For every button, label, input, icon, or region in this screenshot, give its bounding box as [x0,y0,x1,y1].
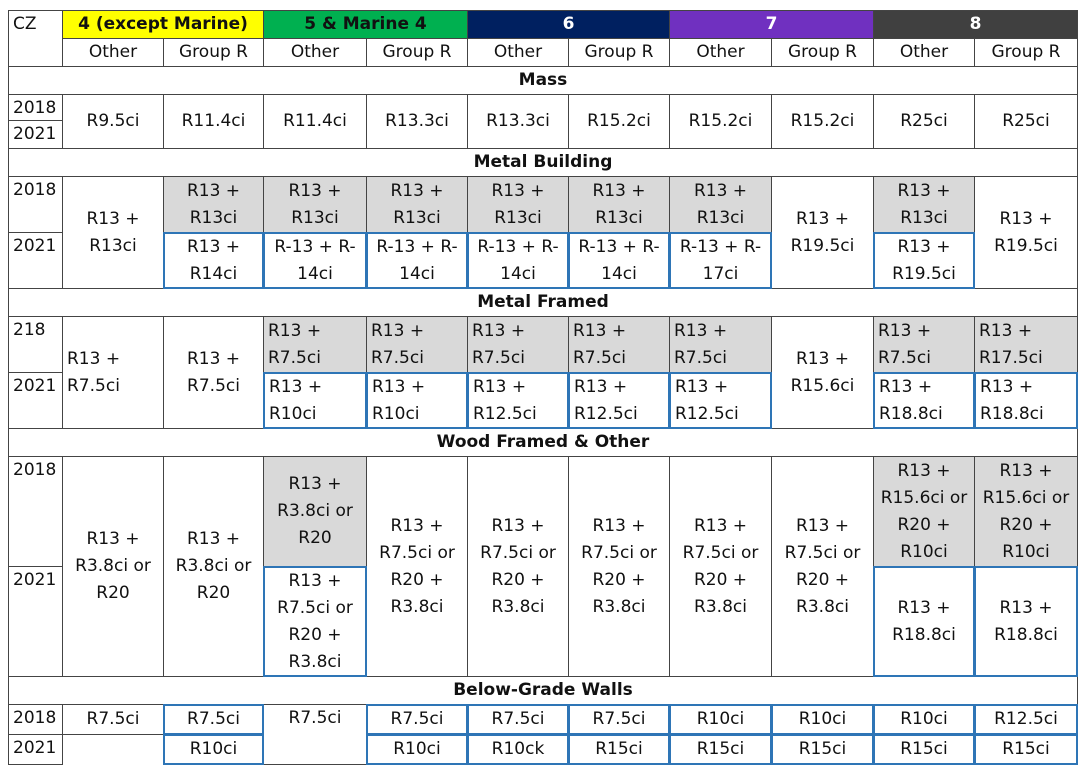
value-cell-text: R13 + R7.5ci [674,320,728,368]
value-cell [263,566,367,677]
value-cell-text: R7.5ci [592,709,646,729]
value-cell-text: R13 + R12.5ci [574,376,638,424]
year-label [8,372,63,429]
value-cell [568,232,670,289]
value-cell-text: R13 + R13ci [390,180,444,228]
zone-header-0 [62,10,264,39]
section-title-metal-framed-text: Metal Framed [477,292,609,312]
value-cell [974,566,1078,677]
subheader-other [669,38,772,67]
value-cell [263,372,367,429]
value-cell [62,176,164,289]
value-cell-text: R13 + R7.5ci [472,320,526,368]
value-cell [163,704,264,735]
value-cell [974,176,1078,289]
value-cell-text: R13 + R13ci [491,180,545,228]
value-cell [771,94,874,149]
value-cell-text: R13 + R19.5ci [790,208,855,256]
value-cell [873,232,975,289]
value-cell [366,734,468,765]
value-cell [366,316,468,373]
value-cell-text: R7.5ci [187,709,240,729]
section-title-below-grade-walls [8,676,1078,705]
value-cell [163,176,264,233]
value-cell [163,94,264,149]
year-label-text: 2021 [13,570,57,590]
subheader-group-r [568,38,670,67]
subheader-other [62,38,164,67]
value-cell-text: R-13 + R- 14ci [376,236,458,284]
section-title-mass-text: Mass [518,70,568,90]
value-cell-text: R13 + R18.8ci [980,376,1044,424]
value-cell [467,94,569,149]
zone-header-2 [467,10,670,39]
value-cell [467,704,569,735]
year-label-text: 2021 [13,738,57,758]
value-cell [62,456,164,677]
value-cell [873,456,975,567]
value-cell [163,734,264,765]
subheader-other-text: Other [493,42,543,62]
value-cell-text: R25ci [900,111,948,131]
year-label-text: 2021 [13,124,57,144]
value-cell-text: R11.4ci [181,111,246,131]
year-label-text: 2021 [13,236,57,256]
value-cell-text: R13 + R7.5ci or R20 + R3.8ci [379,515,455,617]
value-cell [873,316,975,373]
value-cell-text: R13 + R13ci [288,180,342,228]
value-cell-text: R13 + R18.8ci [879,376,943,424]
value-cell [771,704,874,735]
value-cell [366,232,468,289]
subheader-other-text: Other [899,42,949,62]
value-cell [366,94,468,149]
cz-header [8,10,63,67]
value-cell [974,316,1078,373]
subheader-group-r-text: Group R [991,42,1061,62]
value-cell-text: R15.2ci [790,111,855,131]
year-label [8,120,63,149]
section-title-wood-framed-other-text: Wood Framed & Other [436,432,650,452]
value-cell-text: R-13 + R- 14ci [477,236,559,284]
year-label [8,734,63,765]
value-cell-text: R13 + R7.5ci or R20 + R3.8ci [581,515,657,617]
value-cell-text: R10ci [798,709,847,729]
value-cell-text: R15ci [595,739,643,759]
value-cell [568,704,670,735]
zone-header-3-text: 7 [765,14,778,34]
subheader-group-r [366,38,468,67]
value-cell-text: R10ci [696,709,745,729]
section-title-metal-building-text: Metal Building [473,152,613,172]
value-cell [263,232,367,289]
subheader-group-r-text: Group R [584,42,654,62]
value-cell-text: R7.5ci [491,709,545,729]
value-cell-text: R13 + R7.5ci or R20 + R3.8ci [682,515,759,617]
value-cell-text: R25ci [1002,111,1050,131]
year-label-text: 2018 [13,98,57,118]
value-cell [467,372,569,429]
year-label [8,94,63,121]
value-cell [568,94,670,149]
value-cell [366,704,468,735]
value-cell-text: R13 + R3.8ci or R20 [277,474,353,548]
value-cell [163,316,264,429]
value-cell-text: R12.5ci [994,709,1058,729]
value-cell [163,232,264,289]
value-cell [467,734,569,765]
value-cell [263,456,367,567]
value-cell-text: R13 + R7.5ci [186,348,241,396]
value-cell [873,372,975,429]
section-title-metal-framed [8,288,1078,317]
subheader-group-r [974,38,1078,67]
value-cell [873,176,975,233]
subheader-group-r-text: Group R [382,42,452,62]
value-cell-text: R10ck [491,739,545,759]
year-label [8,176,63,233]
value-cell-text: R13 + R15.6ci or R20 + R10ci [982,460,1070,562]
value-cell-text: R7.5ci [288,708,342,728]
value-cell-text: R13 + R10ci [269,376,323,424]
value-cell-text: R13 + R7.5ci or R20 + R3.8ci [784,515,861,617]
value-cell-text: R13 + R12.5ci [675,376,739,424]
value-cell-text: R11.4ci [283,111,347,131]
value-cell-text: R13 + R18.8ci [994,597,1058,645]
subheader-group-r [771,38,874,67]
value-cell-text: R13 + R7.5ci or R20 + R3.8ci [277,570,353,672]
value-cell [263,316,367,373]
value-cell-text: R13 + R7.5ci [67,348,121,396]
value-cell [467,232,569,289]
value-cell [467,456,569,677]
zone-header-1-text: 5 & Marine 4 [304,14,427,34]
value-cell-text: R13 + R7.5ci [878,320,932,368]
value-cell-text: R15ci [798,739,847,759]
value-cell [62,316,164,429]
value-cell [771,734,874,765]
subheader-other-text: Other [290,42,340,62]
value-cell-text: R10ci [900,709,948,729]
value-cell-text: R-13 + R- 17ci [679,236,762,284]
zone-header-4 [873,10,1078,39]
value-cell-text: R15ci [696,739,745,759]
year-label-text: 218 [13,320,46,340]
value-cell [366,456,468,677]
value-cell [366,372,468,429]
value-cell-text: R13 + R19.5ci [994,208,1058,256]
value-cell [771,316,874,429]
value-cell-text: R13 + R19.5ci [892,236,956,284]
value-cell [366,176,468,233]
value-cell [568,734,670,765]
subheader-group-r [163,38,264,67]
value-cell [568,456,670,677]
value-cell [669,456,772,677]
value-cell-text: R-13 + R- 14ci [578,236,660,284]
section-title-wood-framed-other [8,428,1078,457]
value-cell [974,94,1078,149]
value-cell [669,176,772,233]
cz-header-text: CZ [13,14,37,34]
value-cell [568,176,670,233]
value-cell-text: R13 + R14ci [186,236,241,284]
year-label-text: 2021 [13,376,57,396]
value-cell-text: R13 + R7.5ci [573,320,627,368]
value-cell-text: R13 + R13ci [693,180,748,228]
year-label [8,566,63,677]
year-label-text: 2018 [13,460,57,480]
value-cell [669,704,772,735]
value-cell [771,456,874,677]
value-cell-text: R-13 + R- 14ci [274,236,356,284]
subheader-other-text: Other [696,42,745,62]
value-cell-text: R13 + R7.5ci [371,320,425,368]
zone-header-4-text: 8 [969,14,982,34]
value-cell-text: R10ci [189,739,238,759]
value-cell-text: R10ci [393,739,441,759]
value-cell [974,704,1078,735]
value-cell [62,94,164,149]
zone-header-1 [263,10,468,39]
value-cell [568,372,670,429]
value-cell-text: R9.5ci [86,111,140,131]
value-cell [62,704,164,735]
value-cell-text: R15.2ci [587,111,651,131]
section-title-below-grade-walls-text: Below-Grade Walls [453,680,633,700]
value-cell-text: R13.3ci [486,111,550,131]
subheader-other [873,38,975,67]
subheader-group-r-text: Group R [788,42,857,62]
year-label [8,316,63,373]
subheader-other-text: Other [88,42,138,62]
value-cell [873,94,975,149]
year-label-text: 2018 [13,180,57,200]
value-cell [669,372,772,429]
value-cell [263,94,367,149]
value-cell-text: R13.3ci [385,111,449,131]
zone-header-0-text: 4 (except Marine) [78,14,248,34]
value-cell-text: R13 + R10ci [372,376,426,424]
value-cell-text: R13 + R18.8ci [892,597,956,645]
value-cell-text: R13 + R3.8ci or R20 [75,529,151,603]
value-cell [669,316,772,373]
value-cell [873,704,975,735]
value-cell-text: R15ci [900,739,948,759]
value-cell-text: R15ci [1002,739,1050,759]
year-label [8,232,63,289]
year-label [8,456,63,567]
value-cell [669,734,772,765]
value-cell [873,566,975,677]
value-cell [873,734,975,765]
value-cell-text: R13 + R7.5ci [268,320,322,368]
value-cell [771,176,874,289]
value-cell-text: R13 + R13ci [186,180,241,228]
subheader-group-r-text: Group R [179,42,248,62]
year-label-text: 2018 [13,708,57,728]
year-label [8,704,63,735]
value-cell [669,232,772,289]
value-cell-text: R13 + R17.5ci [979,320,1043,368]
value-cell-text: R13 + R13ci [592,180,646,228]
section-title-mass [8,66,1078,95]
subheader-other [263,38,367,67]
section-title-metal-building [8,148,1078,177]
value-cell [467,316,569,373]
value-cell-text: R13 + R13ci [897,180,951,228]
value-cell [669,94,772,149]
value-cell-text: R15.2ci [688,111,753,131]
value-cell-text: R13 + R3.8ci or R20 [175,529,252,603]
value-cell [263,704,367,765]
value-cell [467,176,569,233]
value-cell [974,734,1078,765]
value-cell-text: R13 + R12.5ci [473,376,537,424]
value-cell-text: R13 + R13ci [86,208,140,256]
zone-header-3 [669,10,874,39]
value-cell-text: R7.5ci [390,709,444,729]
value-cell [568,316,670,373]
value-cell-text: R7.5ci [86,709,140,729]
value-cell [974,456,1078,567]
value-cell [263,176,367,233]
zone-header-2-text: 6 [562,14,575,34]
value-cell [974,372,1078,429]
value-cell [163,456,264,677]
value-cell-text: R13 + R7.5ci or R20 + R3.8ci [480,515,556,617]
value-cell-text: R13 + R15.6ci or R20 + R10ci [880,460,968,562]
value-cell-text: R13 + R15.6ci [790,348,855,396]
subheader-other [467,38,569,67]
